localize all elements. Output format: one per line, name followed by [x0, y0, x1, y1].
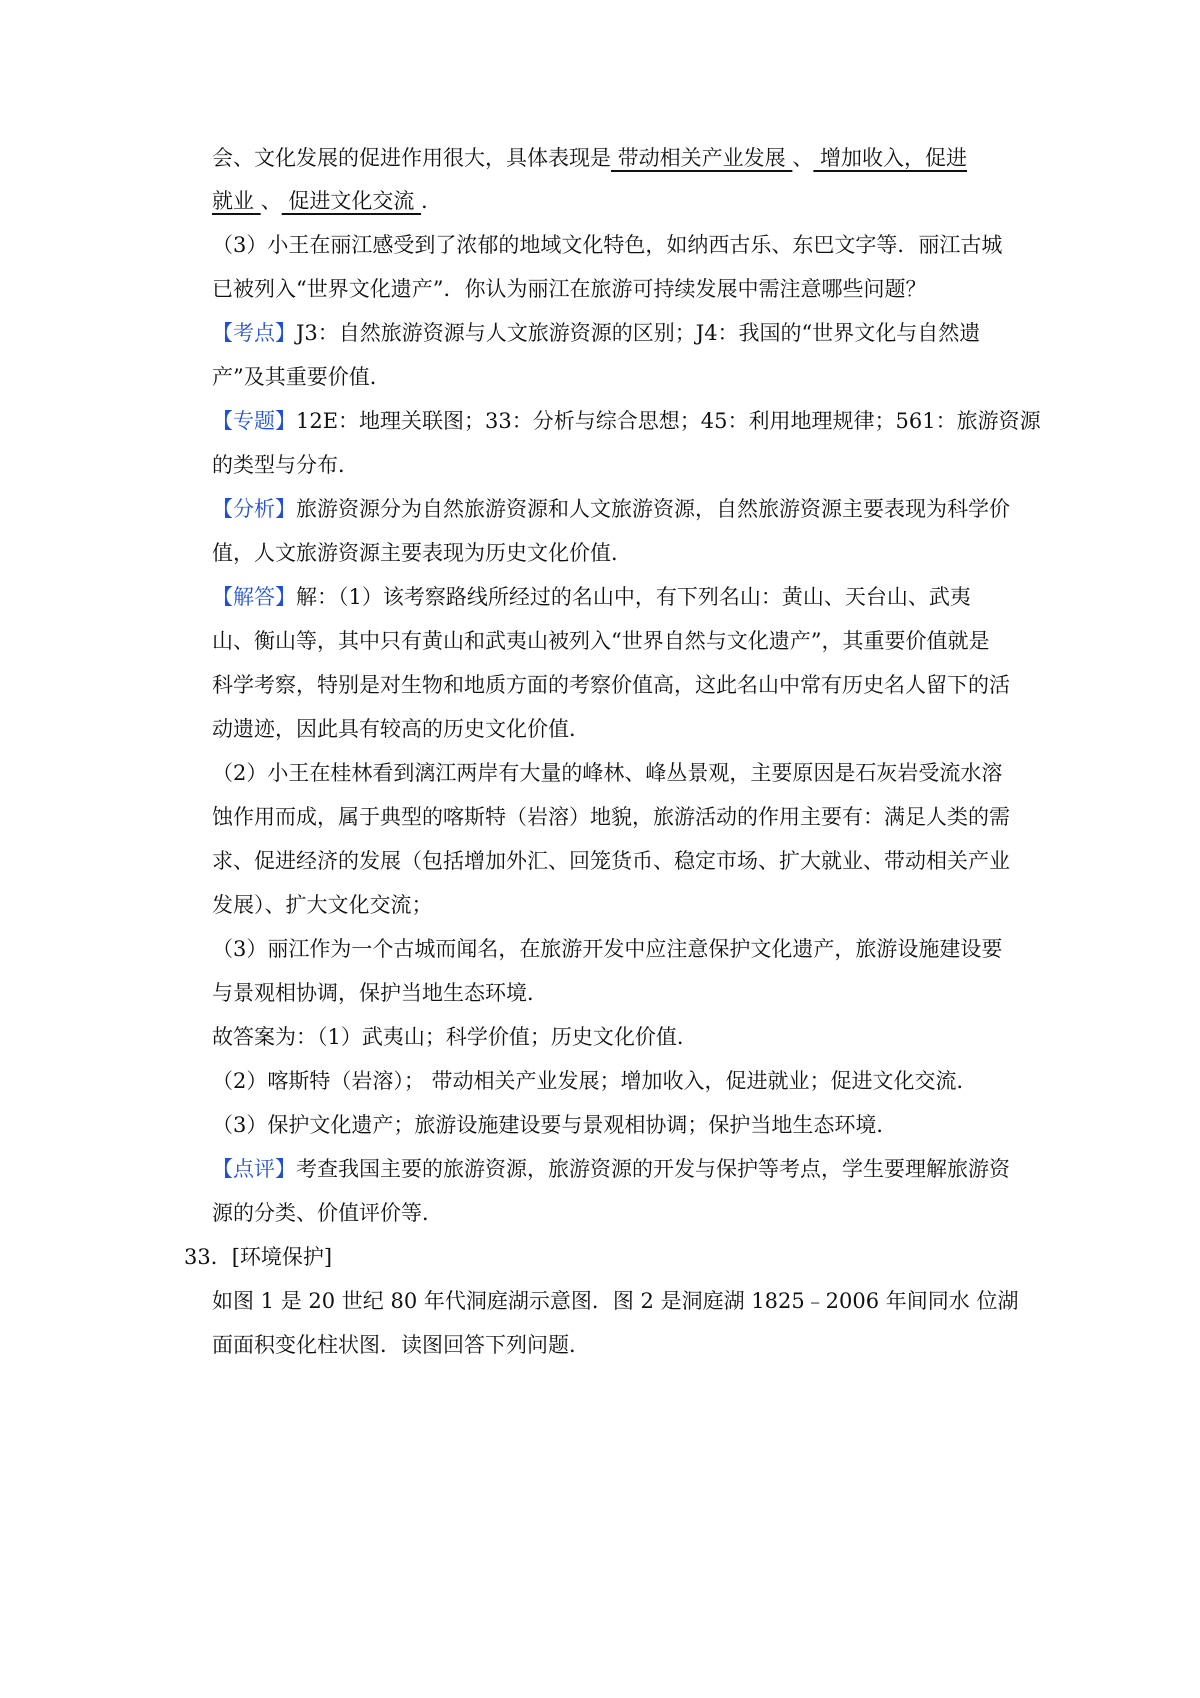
jieda-2-line-2 [212, 802, 1032, 832]
question-33-line-1 [212, 1286, 1032, 1316]
zhuanti-line-2 [212, 450, 1032, 480]
line-text: 与景观相协调，保护当地生态环境． [212, 981, 548, 1005]
line-text: 山、衡山等，其中只有黄山和武夷山被列入“世界自然与文化遗产”，其重要价值就是 [212, 629, 990, 653]
fenxi-line-2 [212, 538, 1032, 568]
question-33-line-2 [212, 1330, 1032, 1360]
line-text: 12E：地理关联图；33：分析与综合思想；45：利用地理规律；561：旅游资源 [296, 409, 1041, 433]
question-3-line-1 [212, 230, 1032, 260]
line-text: 的类型与分布． [212, 453, 359, 477]
fenxi-line-1 [212, 494, 1032, 524]
kaodian-tag: 【考点】 [212, 321, 296, 345]
kaodian-line-1 [212, 318, 1032, 348]
line-text: 会、文化发展的促进作用很大，具体表现是 [212, 146, 611, 170]
line-text: 求、促进经济的发展（包括增加外汇、回笼货币、稳定市场、扩大就业、带动相关产业 [212, 849, 1010, 873]
line-text: 值，人文旅游资源主要表现为历史文化价值． [212, 541, 632, 565]
line-text: 发展）、扩大文化交流； [212, 893, 433, 917]
jieda-3-line-2 [212, 978, 1032, 1008]
answer-summary-1 [212, 1022, 1032, 1052]
line-text: 面面积变化柱状图．读图回答下列问题． [212, 1333, 590, 1357]
answer-summary-2 [212, 1066, 1032, 1096]
jieda-2-line-4 [212, 890, 1032, 920]
jieda-2-line-1 [212, 758, 1032, 788]
line-text: 如图 1 是 20 世纪 80 年代洞庭湖示意图．图 2 是洞庭湖 1825﹣2006 年间同水 位湖 [212, 1289, 1019, 1313]
jieda-3-line-1 [212, 934, 1032, 964]
line-text: 考查我国主要的旅游资源，旅游资源的开发与保护等考点，学生要理解旅游资 [296, 1157, 1010, 1181]
answer-blank: 就业 [212, 189, 261, 213]
separator: 、 [792, 146, 814, 170]
answer-line-2 [212, 186, 1032, 216]
line-text: 蚀作用而成，属于典型的喀斯特（岩溶）地貌，旅游活动的作用主要有：满足人类的需 [212, 805, 1010, 829]
separator: 、 [260, 189, 282, 213]
line-text: （3）小王在丽江感受到了浓郁的地域文化特色，如纳西古乐、东巴文字等．丽江古城 [212, 233, 1003, 257]
line-text: 科学考察，特别是对生物和地质方面的考察价值高，这此名山中常有历史名人留下的活 [212, 673, 1010, 697]
line-text: 解：（1）该考察路线所经过的名山中，有下列名山：黄山、天台山、武夷 [296, 585, 971, 609]
question-3-line-2 [212, 274, 1032, 304]
dianping-tag: 【点评】 [212, 1157, 296, 1181]
zhuanti-line-1 [212, 406, 1041, 436]
line-text: 源的分类、价值评价等． [212, 1201, 443, 1225]
answer-summary-3 [212, 1110, 1032, 1140]
dianping-line-2 [212, 1198, 1032, 1228]
jieda-line-4 [212, 714, 1032, 744]
line-text: （2）喀斯特（岩溶）； 带动相关产业发展；增加收入，促进就业；促进文化交流． [212, 1069, 978, 1093]
fenxi-tag: 【分析】 [212, 497, 296, 521]
line-text: （3）丽江作为一个古城而闻名，在旅游开发中应注意保护文化遗产，旅游设施建设要 [212, 937, 1003, 961]
jieda-line-1 [212, 582, 1032, 612]
answer-blank: 增加收入，促进 [813, 146, 968, 170]
jieda-line-3 [212, 670, 1032, 700]
answer-blank: 促进文化交流 [281, 189, 422, 213]
question-33-heading [184, 1242, 1004, 1272]
line-text: 旅游资源分为自然旅游资源和人文旅游资源，自然旅游资源主要表现为科学价 [296, 497, 1010, 521]
line-text: J3：自然旅游资源与人文旅游资源的区别；J4：我国的“世界文化与自然遗 [296, 321, 981, 345]
line-text: （2）小王在桂林看到漓江两岸有大量的峰林、峰丛景观，主要原因是石灰岩受流水溶 [212, 761, 1003, 785]
dianping-line-1 [212, 1154, 1032, 1184]
line-text: 故答案为：（1）武夷山；科学价值；历史文化价值． [212, 1025, 698, 1049]
zhuanti-tag: 【专题】 [212, 409, 296, 433]
line-text: 已被列入“世界文化遗产”．你认为丽江在旅游可持续发展中需注意哪些问题？ [212, 277, 927, 301]
jieda-line-2 [212, 626, 1032, 656]
jieda-2-line-3 [212, 846, 1032, 876]
line-text: 33．[环境保护] [184, 1245, 333, 1269]
answer-line-1 [212, 143, 1032, 173]
kaodian-line-2 [212, 362, 1032, 392]
answer-blank: 带动相关产业发展 [611, 146, 793, 170]
period: . [421, 189, 428, 213]
jieda-tag: 【解答】 [212, 585, 296, 609]
line-text: （3）保护文化遗产；旅游设施建设要与景观相协调；保护当地生态环境． [212, 1113, 898, 1137]
line-text: 产”及其重要价值． [212, 365, 391, 389]
line-text: 动遗迹，因此具有较高的历史文化价值． [212, 717, 590, 741]
